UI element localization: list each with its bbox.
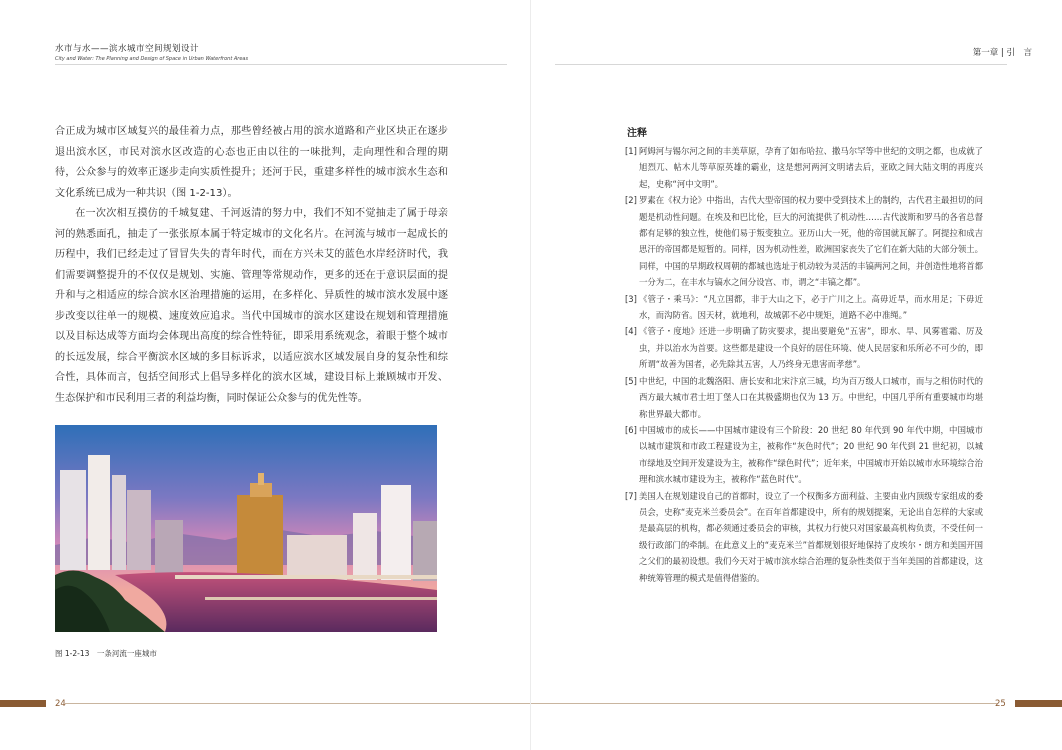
note-item: [625, 291, 983, 324]
note-text: 美国人在规划建设自己的首都时，设立了一个权衡多方面利益、主要由业内顶级专家组成的委员会，史称“麦克米兰委员会”。在百年首都建设中，所有的规划提案，无论出自怎样的大家或是最高层的机构，都必须通过委员会的审核，其权力行使只对国家最高机构负责，不受任何一级行政部门的牵制。在此意义上的“麦克米兰”首都规划很好地保持了皮埃尔・朗方和美国开国之父们的最初设想。我们今天对于城市滨水综合治理的复杂性类似于当年美国的首都建设，这种统筹管理的模式是值得借鉴的。: [639, 490, 983, 583]
header-rule: [555, 64, 1007, 65]
figure-caption: 图 1-2-13 一条河流一座城市: [55, 649, 157, 658]
book-subtitle: City and Water: The Planning and Design of Space in Urban Waterfront Areas: [55, 56, 249, 62]
notes-heading: 注释: [627, 128, 647, 139]
note-text: 中国城市的成长——中国城市建设有三个阶段：20 世纪 80 年代到 90 年代中期，中国城市以城市建筑和市政工程建设为主，被称作“灰色时代”；20 世纪 90 年代到 21 世纪初，以城市绿地及空间开发建设为主，被称作“绿色时代”；近年来，中国城市开始以城市水环境综合治理和滨水城市建设为主，被称作“蓝色时代”。: [639, 424, 983, 485]
note-number: [7]: [625, 490, 637, 501]
note-text: 阿姆河与锡尔河之间的丰美草原，孕育了如布哈拉、撒马尔罕等中世纪的文明之都，也成就了旭烈兀、帖木儿等草原英雄的霸业，这是想河两河文明诸去后，亚欧之间大陆文明的再度兴起，史称“河中文明”。: [639, 146, 983, 189]
footer-accent-bar: [0, 700, 46, 707]
notes-list: [625, 143, 983, 586]
body-paragraph: 在一次次相互摸仿的千城复建、千河返清的努力中，我们不知不觉抽走了属于母亲河的熟悉面孔，抽走了一张张原本属于特定城市的文化名片。在河流与城市一起成长的历程中，我们已经走过了冒冒失失的青年时代，而在方兴未艾的蓝色水岸经济时代，我们需要调整提升的不仅仅是规划、实施、管理等常规动作，更多的还在于意识层面的提升和与之相适应的综合滨水区治理措施的运用，在多样化、异质性的城市滨水发展中逐步改变以往单一的规模、速度效应追求。当代中国城市的滨水区建设在规划和管理措施以及目标达成等方面均会体现出高度的综合性特征，即采用系统观念，着眼于整个城市的长远发展，综合平衡滨水区域的多目标诉求，以适应滨水区域发展自身的复杂性和综合性，具体而言，包括空间形式上倡导多样化的滨水区域，建设目标上兼顾城市开发、生态保护和市民利用三者的利益均衡，同时保证公众参与的优先性等。: [55, 208, 448, 404]
city-waterfront-photo: [55, 425, 437, 632]
footer-accent-bar: [1015, 700, 1062, 707]
note-text: 《管子・度地》还进一步明确了防灾要求，提出要避免“五害”，即水、旱、风雾雹霜、厉及虫，并以治水为首要。这些都是建设一个良好的居住环境、使人民居家和乐所必不可少的，即所谓“故善为国者，必先除其五害，人乃终身无患害而孝慈”。: [639, 326, 983, 370]
body-text: [55, 122, 448, 409]
note-text: 中世纪，中国的北魏洛阳、唐长安和北宋汴京三城，均为百万级人口城市，而与之相仿时代的西方最大城市君士坦丁堡人口在其极盛期也仅为 13 万。中世纪，中国几乎所有重要城市均堪称世界最大都市。: [639, 375, 983, 419]
note-number: [2]: [625, 195, 637, 206]
page-number: 25: [995, 699, 1006, 709]
note-item: [625, 143, 983, 192]
footer-rule: [531, 703, 997, 704]
note-item: [625, 323, 983, 372]
book-title: 水市与水——滨水城市空间规划设计: [55, 44, 200, 54]
note-number: [5]: [625, 375, 637, 386]
body-paragraph: 合正成为城市区域复兴的最佳着力点，那些曾经被占用的滨水道路和产业区块正在逐步退出滨水区，市民对滨水区改造的心态也正由以往的一味批判，走向理性和合理的期待，公众参与的效率正逐步走向实质性提升；还河于民，重建多样性的城市滨水生态和文化系统已成为一种共识（图 1-2-13）。: [55, 126, 448, 199]
note-item: [625, 373, 983, 422]
note-number: [1]: [625, 146, 637, 156]
header-rule: [55, 64, 507, 65]
photo-illustration: [55, 425, 437, 632]
note-number: [4]: [625, 326, 637, 337]
running-header: [55, 44, 248, 63]
note-item: [625, 422, 983, 488]
note-text: 罗素在《权力论》中指出，古代大型帝国的权力要中受到技术上的制约，古代君主最担切的问题是机动性问题。在埃及和巴比伦，巨大的河流提供了机动性……古代波斯和罗马的各省总督都有足够的独立性，使他们易于叛变独立。亚历山大一死，他的帝国就瓦解了。阿提拉和成吉思汗的帝国都是短暂的。同样，因为机动性差，欧洲国家丧失了它们在新大陆的大部分领土。同样，中国的早期政权周朝的都城也选址于机动较为灵活的丰镐两河之间，并创造性地将首都一分为二，在丰水与镐水之间分设宫、市，谓之“丰镐之都”。: [639, 195, 983, 288]
note-item: [625, 192, 983, 290]
note-item: [625, 488, 983, 586]
right-page: [531, 0, 1062, 750]
note-text: 《管子・乘马》：“凡立国都，非于大山之下，必于广川之上。高毋近旱，而水用足；下毋近水，而沟防省。因天材，就地利，故城郭不必中规矩，道路不必中准绳。”: [639, 293, 983, 321]
page-number: 24: [55, 699, 66, 709]
chapter-header: 第一章 | 引 言: [972, 48, 1032, 58]
note-number: [6]: [625, 424, 637, 435]
note-number: [3]: [625, 293, 637, 304]
footer-rule: [65, 703, 531, 704]
